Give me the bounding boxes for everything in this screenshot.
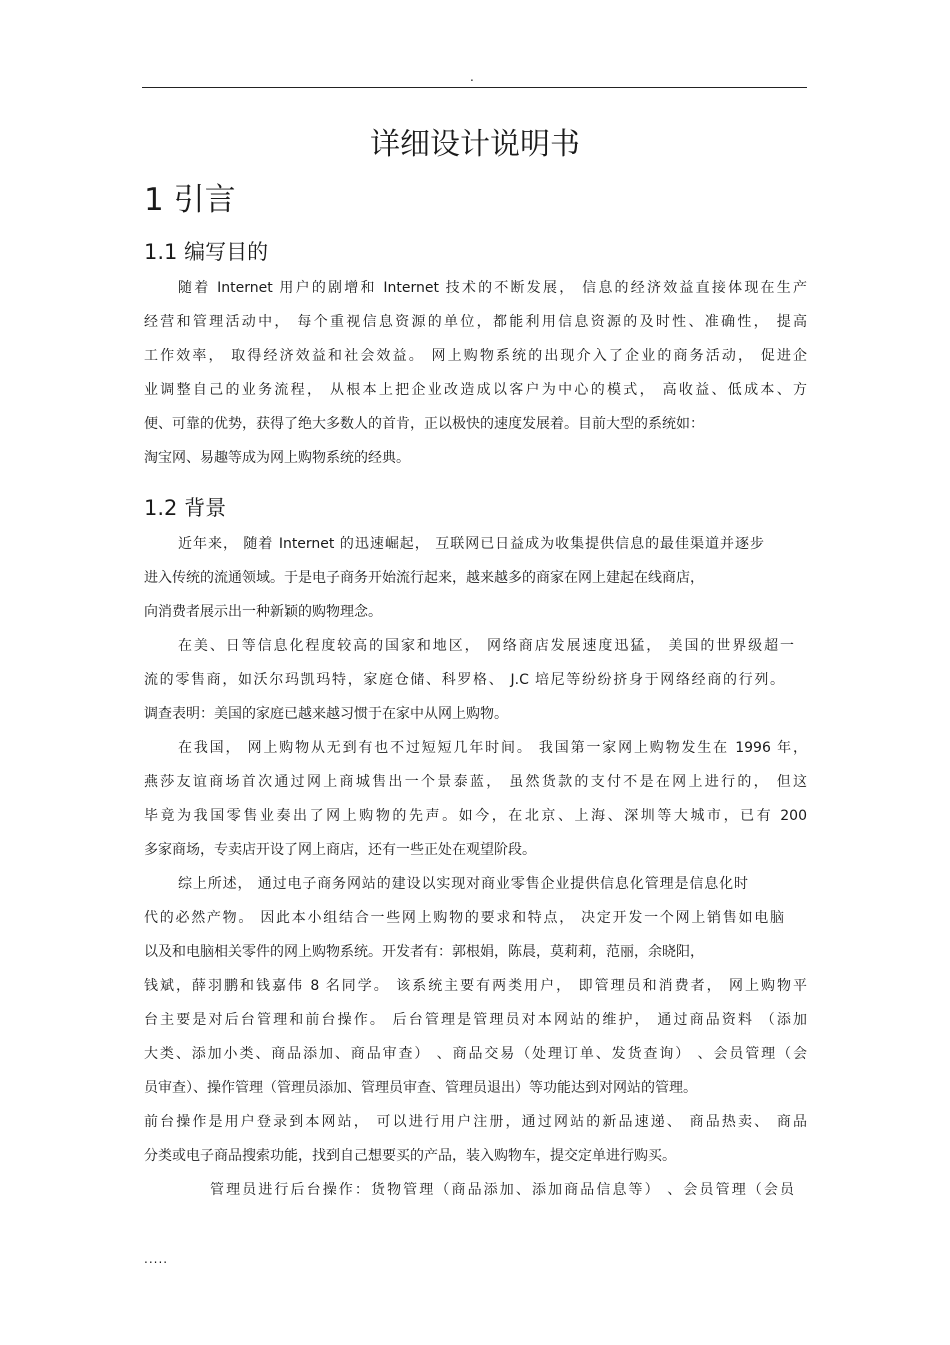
- document-title: 详细设计说明书: [370, 127, 580, 162]
- text-line: 便、可靠的优势，获得了绝大多数人的首肯，正以极快的速度发展着。目前大型的系统如：: [144, 416, 704, 432]
- section-1-2-paragraph-2: [144, 629, 807, 731]
- text-line: 大类、添加小类、商品添加、商品审查） 、商品交易（处理订单、发货查询） 、会员管理（会: [144, 1046, 807, 1062]
- text-line: 综上所述， 通过电子商务网站的建设以实现对商业零售企业提供信息化管理是信息化时: [178, 876, 748, 892]
- text-line: 近年来， 随着 Internet 的迅速崛起， 互联网已日益成为收集提供信息的最佳渠道并逐步: [178, 536, 764, 552]
- text-line: 代的必然产物。 因此本小组结合一些网上购物的要求和特点， 决定开发一个网上销售如电脑: [144, 910, 784, 926]
- text-line: 在我国， 网上购物从无到有也不过短短几年时间。 我国第一家网上购物发生在 1996 年，: [178, 740, 807, 756]
- section-1-2-paragraph-5: [144, 1173, 807, 1207]
- text-line: 调查表明：美国的家庭已越来越习惯于在家中从网上购物。: [144, 706, 508, 722]
- section-1-1-paragraph: [144, 271, 807, 475]
- text-line: 在美、日等信息化程度较高的国家和地区， 网络商店发展速度迅猛， 美国的世界级超一: [178, 638, 794, 654]
- text-line: 管理员进行后台操作：货物管理（商品添加、添加商品信息等） 、会员管理（会员: [210, 1182, 794, 1198]
- text-line: 工作效率， 取得经济效益和社会效益。 网上购物系统的出现介入了企业的商务活动， 促进企: [144, 348, 807, 364]
- text-line: 经营和管理活动中， 每个重视信息资源的单位，都能利用信息资源的及时性、准确性， 提高: [144, 314, 807, 330]
- text-line: 台主要是对后台管理和前台操作。 后台管理是管理员对本网站的维护， 通过商品资料 （添加: [144, 1012, 807, 1028]
- text-line: 毕竟为我国零售业奏出了网上购物的先声。如今，在北京、上海、深圳等大城市，已有 200: [144, 808, 807, 824]
- text-line: 燕莎友谊商场首次通过网上商城售出一个景泰蓝， 虽然货款的支付不是在网上进行的， 但这: [144, 774, 807, 790]
- header-rule: [142, 87, 807, 88]
- section-1-2-paragraph-4: [144, 867, 807, 1173]
- text-line: 分类或电子商品搜索功能，找到自己想要买的产品，装入购物车，提交定单进行购买。: [144, 1148, 676, 1164]
- text-line: 钱斌，薛羽鹏和钱嘉伟 8 名同学。 该系统主要有两类用户， 即管理员和消费者， 网上购物平: [144, 978, 807, 994]
- section-1-2-paragraph-1: [144, 527, 764, 629]
- header-mark: .: [470, 70, 474, 84]
- text-line: 流的零售商，如沃尔玛凯玛特，家庭仓储、科罗格、 J.C 培尼等纷纷挤身于网络经商的行列。: [144, 672, 784, 688]
- text-line: 随着 Internet 用户的剧增和 Internet 技术的不断发展， 信息的经济效益直接体现在生产: [178, 280, 807, 296]
- section-1-heading: 1 引言: [144, 182, 236, 218]
- text-line: 进入传统的流通领域。于是电子商务开始流行起来，越来越多的商家在网上建起在线商店，: [144, 570, 704, 586]
- section-1-2-paragraph-3: [144, 731, 807, 867]
- text-line: 多家商场，专卖店开设了网上商店，还有一些正处在观望阶段。: [144, 842, 536, 858]
- text-line: 向消费者展示出一种新颖的购物理念。: [144, 604, 382, 620]
- text-line: 淘宝网、易趣等成为网上购物系统的经典。: [144, 450, 410, 466]
- text-line: 业调整自己的业务流程， 从根本上把企业改造成以客户为中心的模式， 高收益、低成本、方: [144, 382, 807, 398]
- text-line: 以及和电脑相关零件的网上购物系统。开发者有：郭根娟，陈晨，莫莉莉，范丽，余晓阳，: [144, 944, 704, 960]
- footer-mark: .....: [144, 1252, 169, 1266]
- text-line: 员审查）、操作管理（管理员添加、管理员审查、管理员退出）等功能达到对网站的管理。: [144, 1080, 697, 1096]
- text-line: 前台操作是用户登录到本网站， 可以进行用户注册，通过网站的新品速递、 商品热卖、 商品: [144, 1114, 807, 1130]
- section-1-1-heading: 1.1 编写目的: [144, 240, 269, 264]
- section-1-2-heading: 1.2 背景: [144, 496, 227, 520]
